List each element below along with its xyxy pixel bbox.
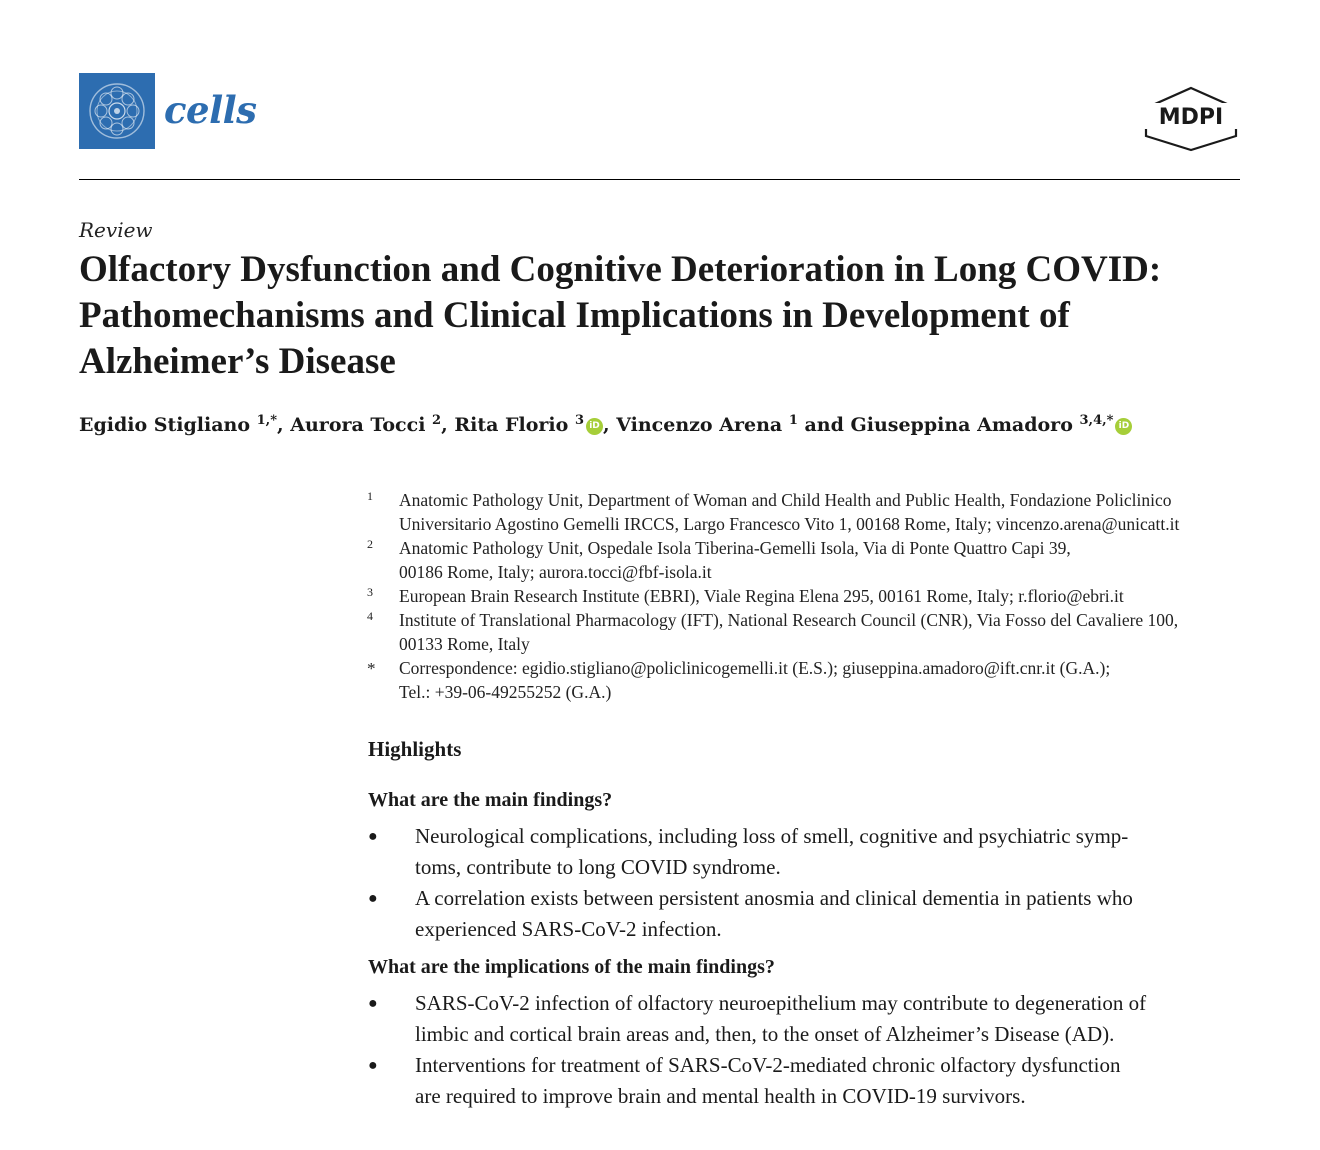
affiliation-item [367, 584, 1257, 608]
author-affiliation-marker: 1,* [256, 413, 278, 428]
affiliation-line: 00133 Rome, Italy [399, 634, 530, 654]
author-affiliation-marker: 3 [574, 413, 584, 428]
list-item [368, 1050, 1244, 1112]
correspondence-marker: * [367, 659, 376, 678]
affiliation-marker: 3 [367, 585, 373, 599]
header-divider [79, 179, 1240, 180]
list-item [368, 821, 1244, 883]
publisher-name: MDPI [1158, 105, 1224, 130]
list-item [368, 883, 1244, 945]
list-item-line: Interventions for treatment of SARS-CoV-2-mediated chronic olfactory dysfunction [415, 1053, 1121, 1077]
list-item-line: limbic and cortical brain areas and, then, to the onset of Alzheimer’s Disease (AD). [415, 1022, 1115, 1046]
article-title: Olfactory Dysfunction and Cognitive Deterioration in Long COVID: Pathomechanisms and Clinical Implications in Development of Alzheimer’s Disease [79, 249, 1162, 382]
author-separator: , [277, 414, 291, 436]
affiliation-line: Universitario Agostino Gemelli IRCCS, Largo Francesco Vito 1, 00168 Rome, Italy; vincenzo.arena@unicatt.it [399, 514, 1180, 534]
correspondence [367, 656, 1257, 704]
author-name: Vincenzo Arena [616, 414, 783, 436]
author-affiliation-marker: 1 [788, 413, 798, 428]
bullet-icon: ● [368, 1057, 378, 1074]
journal-logo [79, 73, 155, 149]
affiliation-line: 00186 Rome, Italy; aurora.tocci@fbf-isola.it [399, 562, 712, 582]
implications-list [368, 988, 1244, 1112]
article-type: Review [79, 218, 153, 242]
affiliation-item [367, 536, 1257, 584]
author-separator: and [797, 414, 851, 436]
correspondence-line: Correspondence: egidio.stigliano@policlinicogemelli.it (E.S.); giuseppina.amadoro@ift.cnr.it (G.A.); [399, 658, 1111, 678]
affiliation-line: European Brain Research Institute (EBRI), Viale Regina Elena 295, 00161 Rome, Italy; r.florio@ebri.it [399, 586, 1124, 606]
list-item-line: Neurological complications, including loss of smell, cognitive and psychiatric symp- [415, 824, 1129, 848]
author-name: Giuseppina Amadoro [850, 414, 1073, 436]
bullet-icon: ● [368, 828, 378, 845]
affiliation-item [367, 608, 1257, 656]
bullet-icon: ● [368, 995, 378, 1012]
list-item-line: toms, contribute to long COVID syndrome. [415, 855, 781, 879]
affiliation-marker: 4 [367, 609, 373, 623]
correspondence-line: Tel.: +39-06-49255252 (G.A.) [399, 682, 612, 702]
highlights-heading: Highlights [368, 737, 462, 761]
orcid-icon[interactable]: iD [586, 418, 603, 435]
orcid-icon[interactable]: iD [1115, 418, 1132, 435]
author-affiliation-marker: 2 [432, 413, 442, 428]
affiliation-line: Anatomic Pathology Unit, Ospedale Isola Tiberina-Gemelli Isola, Via di Ponte Quattro Capi 39, [399, 538, 1071, 558]
affiliation-line: Institute of Translational Pharmacology (IFT), National Research Council (CNR), Via Fosso del Cavaliere 100, [399, 610, 1179, 630]
author-separator: , [441, 414, 455, 436]
affiliations [367, 488, 1257, 704]
affiliation-item [367, 488, 1257, 536]
cell-cluster-icon [79, 73, 155, 149]
author-list [79, 410, 1132, 440]
author-name: Rita Florio [454, 414, 569, 436]
list-item-line: experienced SARS-CoV-2 infection. [415, 917, 722, 941]
bullet-icon: ● [368, 890, 378, 907]
journal-name: cells [164, 88, 257, 132]
author-name: Egidio Stigliano [79, 414, 251, 436]
affiliation-line: Anatomic Pathology Unit, Department of Woman and Child Health and Public Health, Fondazione Policlinico [399, 490, 1172, 510]
affiliation-marker: 1 [367, 489, 373, 503]
author-separator: , [603, 414, 617, 436]
findings-heading: What are the main findings? [368, 789, 613, 811]
findings-list [368, 821, 1244, 945]
affiliation-marker: 2 [367, 537, 373, 551]
list-item-line: A correlation exists between persistent anosmia and clinical dementia in patients who [415, 886, 1133, 910]
author-affiliation-marker: 3,4,* [1079, 413, 1114, 428]
list-item-line: SARS-CoV-2 infection of olfactory neuroepithelium may contribute to degeneration of [415, 991, 1147, 1015]
author-name: Aurora Tocci [290, 414, 426, 436]
list-item [368, 988, 1244, 1050]
implications-heading: What are the implications of the main findings? [368, 956, 775, 978]
list-item-line: are required to improve brain and mental health in COVID-19 survivors. [415, 1084, 1026, 1108]
publisher-logo [1140, 86, 1242, 152]
